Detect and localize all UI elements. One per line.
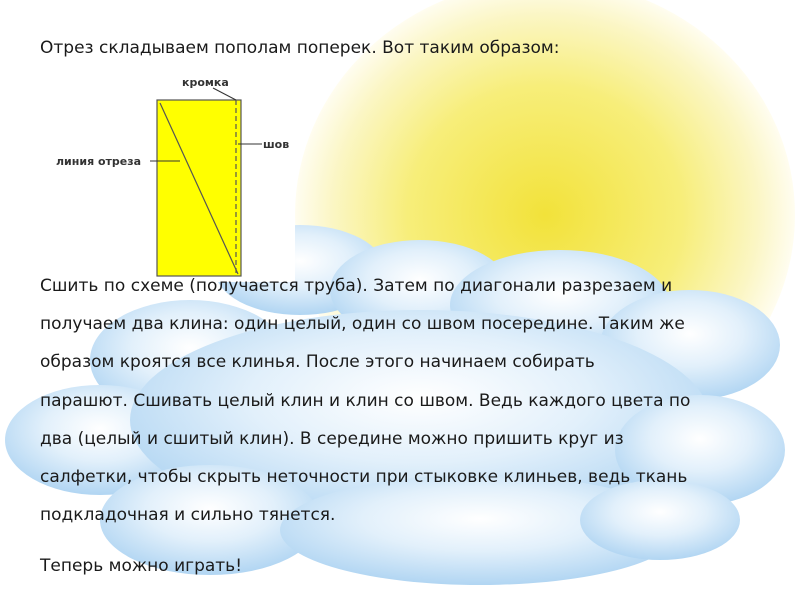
closing-line: Теперь можно играть! [40, 556, 243, 576]
instructions-paragraph [40, 267, 690, 534]
instructions-line: салфетки, чтобы скрыть неточности при стыковке клиньев, ведь ткань [40, 467, 688, 488]
edge-pointer-line [213, 88, 236, 100]
instructions-line: Сшить по схеме (получается труба). Затем по диагонали разрезаем и [40, 276, 673, 296]
seam-label: шов [263, 138, 290, 151]
instructions-line: образом кроятся все клинья. После этого начинаем собирать [40, 352, 595, 373]
cut-line-label: линия отреза [56, 155, 142, 168]
intro-paragraph: Отрез складываем пополам поперек. Вот таким образом: [40, 38, 560, 58]
instructions-line: получаем два клина: один целый, один со швом посередине. Таким же [40, 314, 685, 335]
instructions-line: два (целый и сшитый клин). В середине можно пришить круг из [40, 428, 624, 449]
edge-label: кромка [182, 76, 229, 89]
instructions-line: подкладочная и сильно тянется. [40, 505, 336, 526]
instructions-line: парашют. Сшивать целый клин и клин со швом. Ведь каждого цвета по [40, 390, 691, 411]
